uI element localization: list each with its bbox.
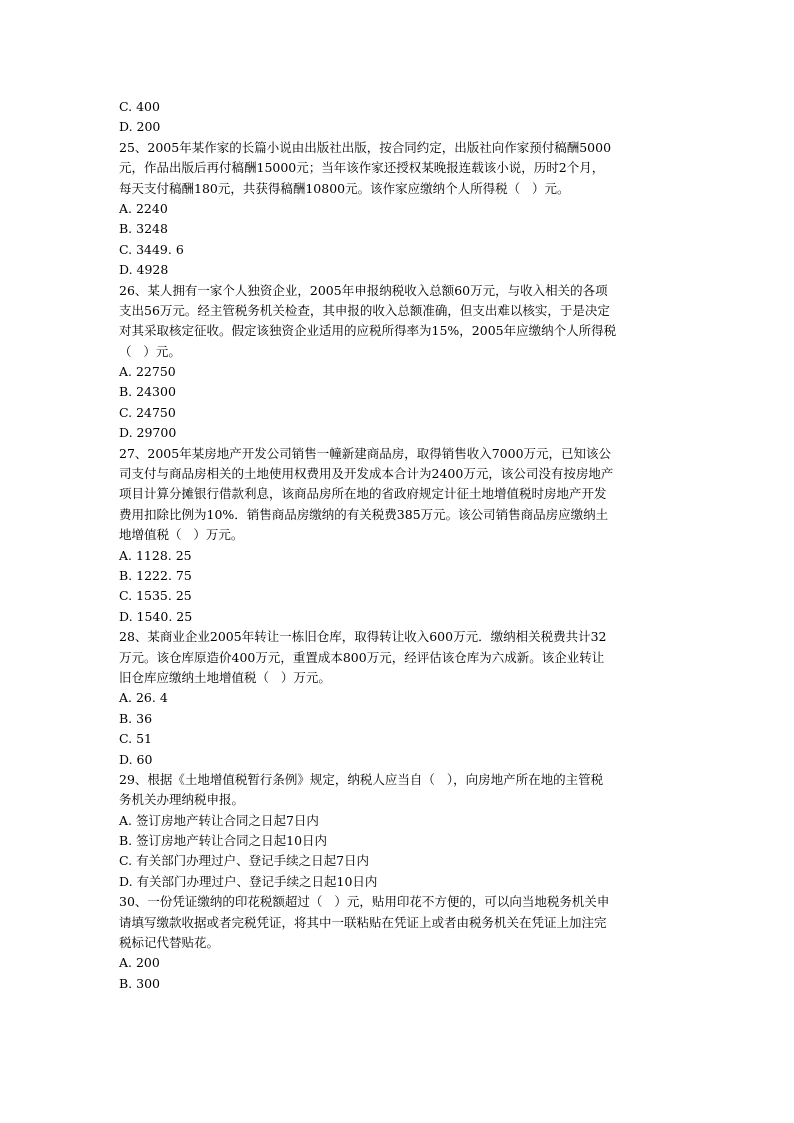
question-stem-line: 28、某商业企业2005年转让一栋旧仓库，取得转让收入600万元．缴纳相关税费共计32 <box>119 629 607 645</box>
question-stem-line: 支出56万元。经主管税务机关检查，其申报的收入总额准确，但支出难以核实，于是决定 <box>119 302 610 318</box>
option-d: D. 4928 <box>119 262 169 278</box>
option-b: B. 24300 <box>119 384 176 400</box>
option-d: D. 200 <box>119 119 161 135</box>
question-25 <box>119 138 679 281</box>
question-stem-line: 25、2005年某作家的长篇小说由出版社出版，按合同约定，出版社向作家预付稿酬5000 <box>119 139 612 155</box>
option-d: D. 29700 <box>119 425 177 441</box>
question-29 <box>119 770 679 892</box>
option-c: C. 400 <box>119 99 160 114</box>
option-b: B. 1222. 75 <box>119 567 192 583</box>
option-c: C. 1535. 25 <box>119 588 192 604</box>
question-stem-line: 旧仓库应缴纳土地增值税（ ）万元。 <box>119 669 331 685</box>
question-stem-line: 务机关办理纳税申报。 <box>119 792 245 808</box>
question-30 <box>119 892 679 994</box>
question-stem-line: 对其采取核定征收。假定该独资企业适用的应税所得率为15%，2005年应缴纳个人所得税 <box>119 323 617 339</box>
question-stem-line: （ ）元。 <box>119 343 181 359</box>
question-stem-line: 万元。该仓库原造价400万元，重置成本800万元，经评估该仓库为六成新。该企业转让 <box>119 649 605 665</box>
question-24-tail <box>119 97 679 138</box>
question-stem-line: 项目计算分摊银行借款利息，该商品房所在地的省政府规定计征土地增值税时房地产开发 <box>119 486 607 502</box>
question-stem-line: 司支付与商品房相关的土地使用权费用及开发成本合计为2400万元，该公司没有按房地产 <box>119 466 614 482</box>
option-a: A. 200 <box>119 955 160 971</box>
question-stem-line: 26、某人拥有一家个人独资企业，2005年申报纳税收入总额60万元，与收入相关的各项 <box>119 282 608 298</box>
question-stem-line: 27、2005年某房地产开发公司销售一幢新建商品房，取得销售收入7000万元，已知该公 <box>119 445 612 461</box>
question-stem-line: 费用扣除比例为10%．销售商品房缴纳的有关税费385万元。该公司销售商品房应缴纳土 <box>119 506 609 522</box>
option-a: A. 26. 4 <box>119 690 168 706</box>
option-c: C. 24750 <box>119 404 176 420</box>
option-a: A. 1128. 25 <box>119 547 192 563</box>
option-c: C. 51 <box>119 731 152 747</box>
document-body <box>119 97 679 994</box>
option-a: A. 签订房地产转让合同之日起7日内 <box>119 812 319 828</box>
question-26 <box>119 281 679 444</box>
question-stem-line: 元，作品出版后再付稿酬15000元；当年该作家还授权某晚报连载该小说，历时2个月， <box>119 160 605 176</box>
question-stem-line: 税标记代替贴花。 <box>119 935 220 951</box>
question-stem-line: 请填写缴款收据或者完税凭证，将其中一联粘贴在凭证上或者由税务机关在凭证上加注完 <box>119 914 607 930</box>
option-d: D. 60 <box>119 751 153 767</box>
question-28 <box>119 627 679 770</box>
option-b: B. 300 <box>119 975 160 991</box>
option-a: A. 2240 <box>119 200 168 216</box>
option-b: B. 36 <box>119 710 153 726</box>
option-d: D. 有关部门办理过户、登记手续之日起10日内 <box>119 873 378 889</box>
question-stem-line: 29、根据《土地增值税暂行条例》规定，纳税人应当自（ ），向房地产所在地的主管税 <box>119 771 604 787</box>
question-stem-line: 30、一份凭证缴纳的印花税额超过（ ）元，贴用印花不方便的，可以向当地税务机关申 <box>119 894 610 910</box>
question-27 <box>119 444 679 628</box>
question-stem-line: 地增值税（ ）万元。 <box>119 527 244 543</box>
option-c: C. 有关部门办理过户、登记手续之日起7日内 <box>119 853 370 869</box>
question-stem-line: 每天支付稿酬180元，共获得稿酬10800元。该作家应缴纳个人所得税（ ）元。 <box>119 180 570 196</box>
option-c: C. 3449. 6 <box>119 241 184 257</box>
option-b: B. 签订房地产转让合同之日起10日内 <box>119 833 328 849</box>
option-d: D. 1540. 25 <box>119 608 193 624</box>
option-a: A. 22750 <box>119 364 176 380</box>
option-b: B. 3248 <box>119 221 168 237</box>
